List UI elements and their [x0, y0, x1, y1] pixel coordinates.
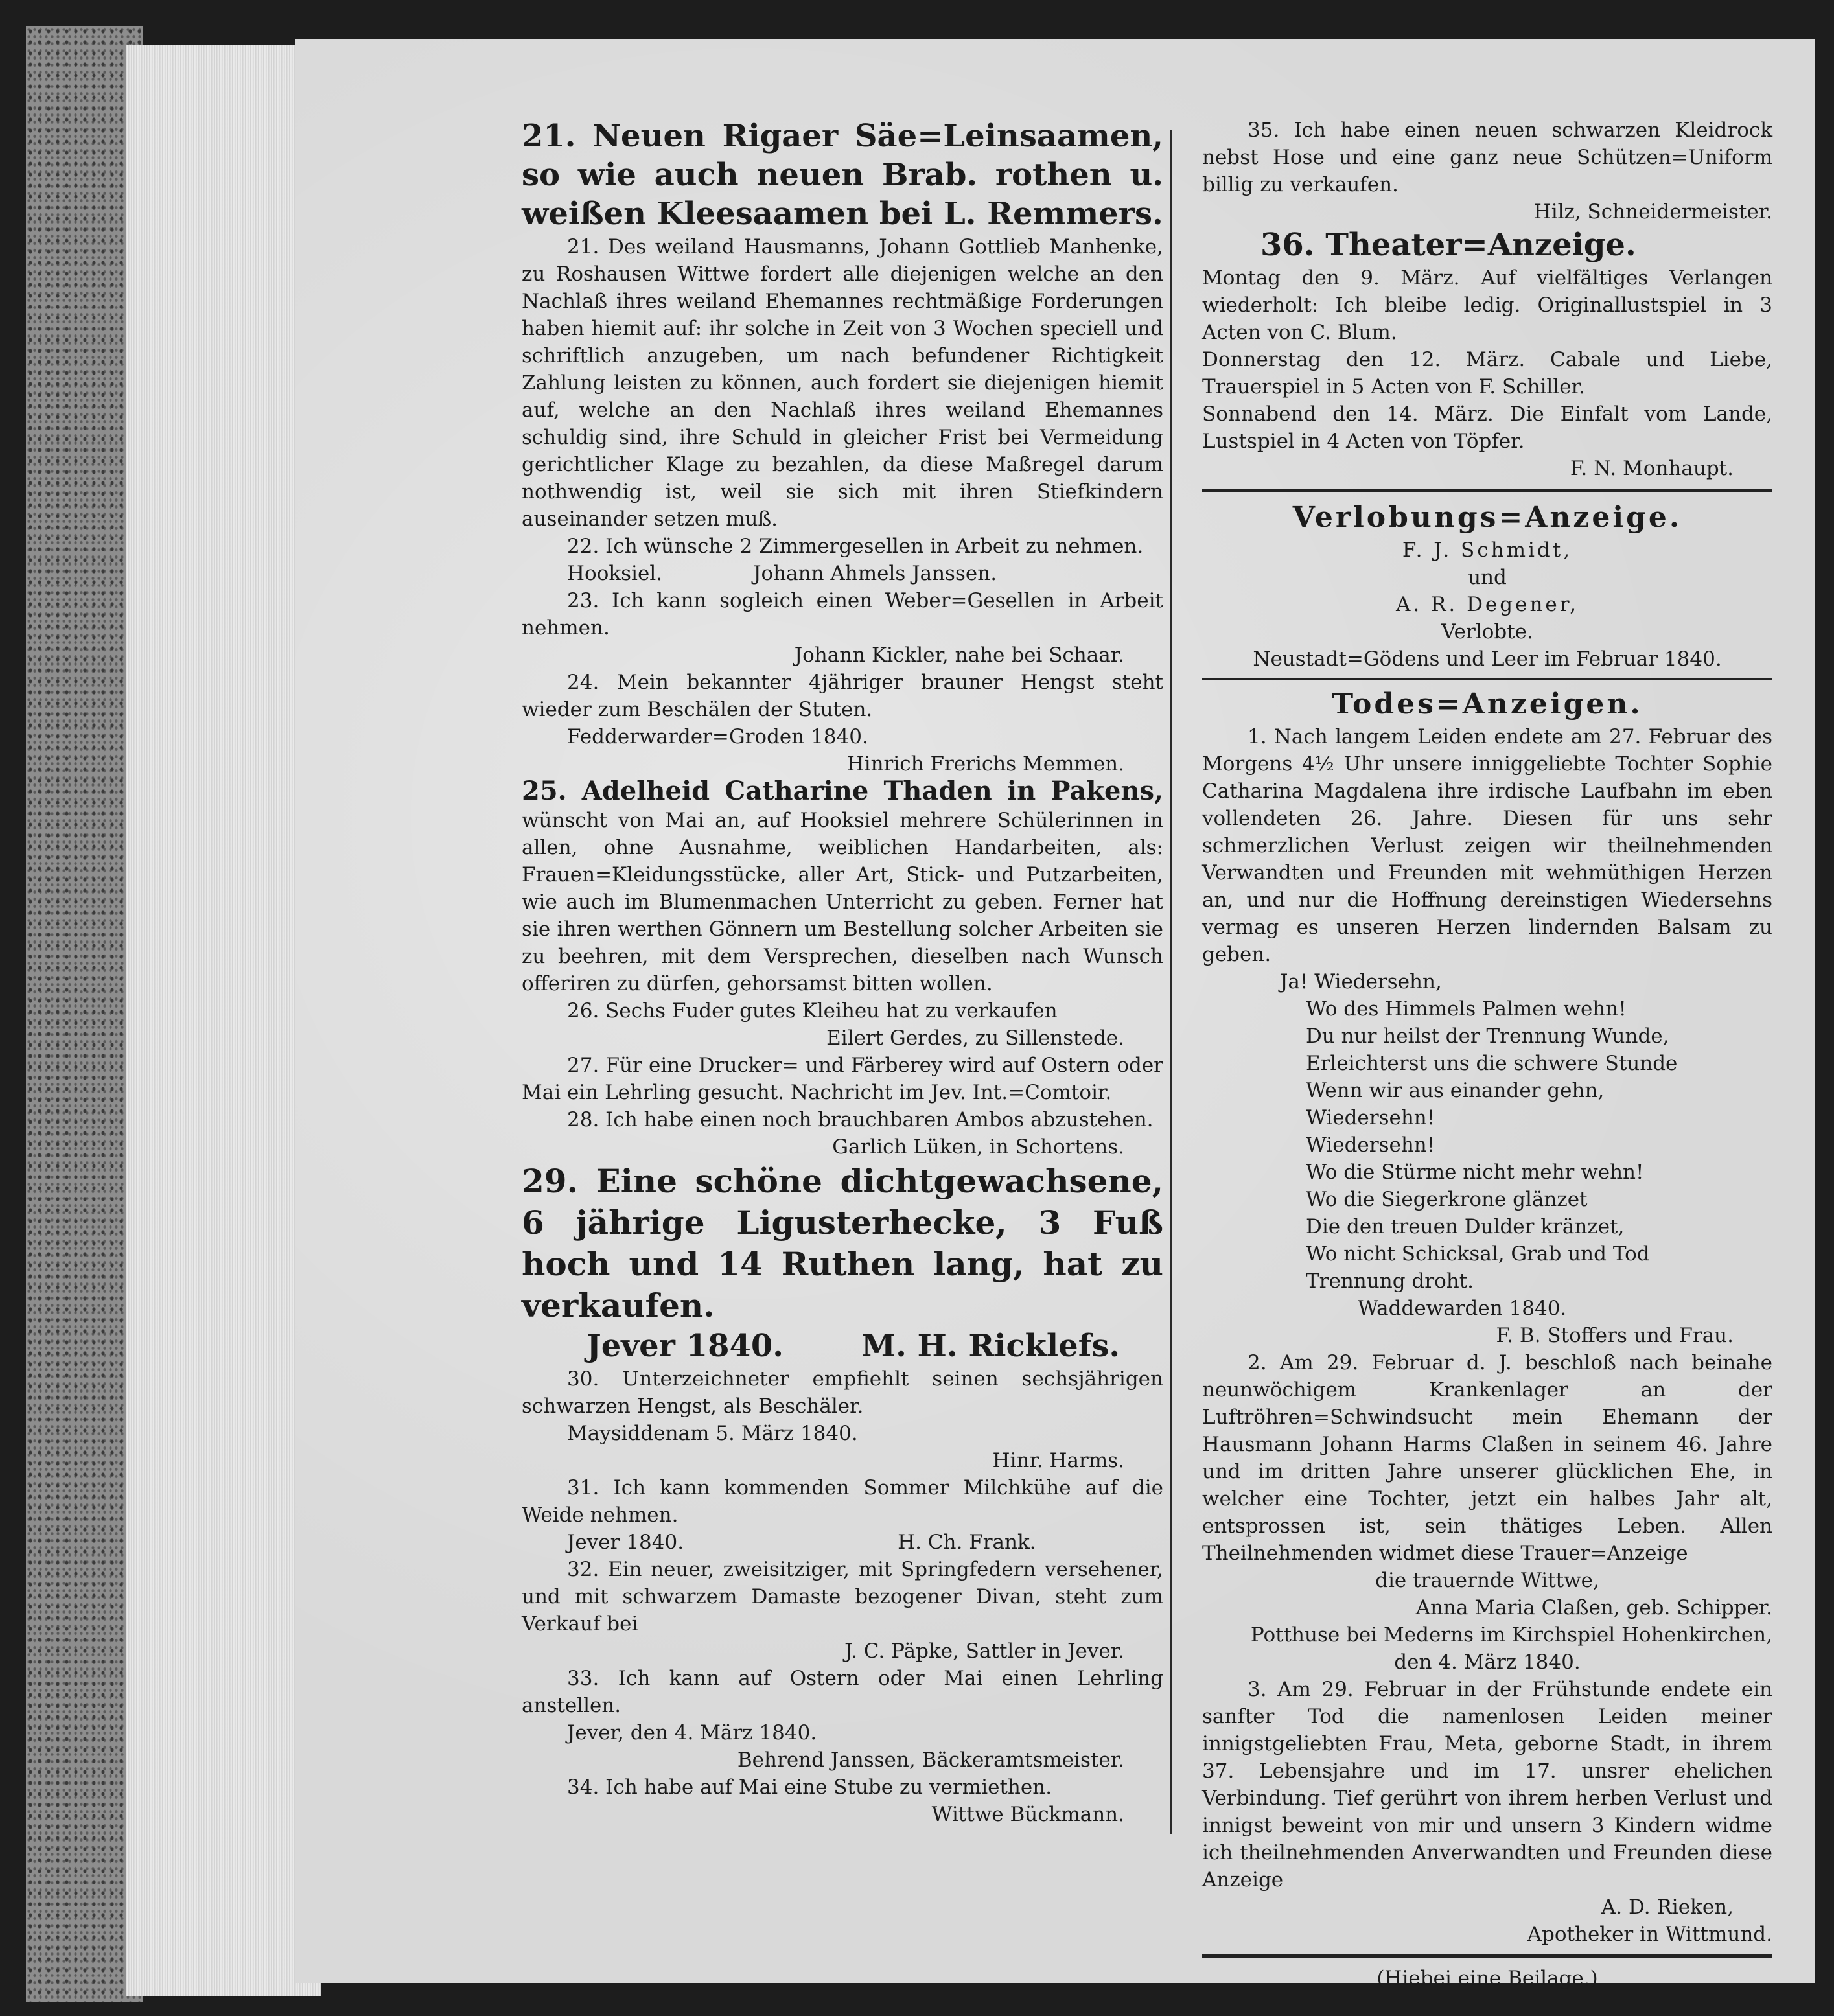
ad-22-signature: Hooksiel. Johann Ahmels Janssen.: [567, 562, 997, 585]
ad-22: 22. Ich wünsche 2 Zimmergesellen in Arbeit zu nehmen.: [567, 535, 1144, 558]
engagement-und: und: [1468, 566, 1507, 589]
ad-24-place: Fedderwarder=Groden 1840.: [567, 725, 868, 748]
poem-line: Wenn wir aus einander gehn,: [1306, 1079, 1605, 1102]
ad-32: 32. Ein neuer, zweisitziger, mit Springfedern versehener, und mit schwarzem Damaste bezogener Divan, steht zum Verkauf bei: [522, 1558, 1163, 1636]
death-notice-1: 1. Nach langem Leiden endete am 27. Februar des Morgens 4½ Uhr unsere inniggeliebte Tochter Sophie Catharina Magdalena ihre irdische Laufbahn im eben vollendeten 26. Jahre. Diesen für uns sehr schmerzlichen Verlust zeigen wir theilnehmenden Verwandten und Freunden mit wehmüthigen Herzen an, und nur die Hoffnung dereinstigen Wiedersehns vermag es unseren Herzen lindernden Balsam zu geben.: [1202, 725, 1772, 966]
poem: [1306, 995, 1772, 1295]
poem-line: Wo des Himmels Palmen wehn!: [1306, 997, 1627, 1021]
ad-21b: 21. Des weiland Hausmanns, Johann Gottlieb Manhenke, zu Roshausen Wittwe fordert alle diejenigen welche an den Nachlaß ihres weiland Ehemannes rechtmäßige Forderungen haben hiemit auf: ihr solche in Zeit von 3 Wochen speciell und schriftlich anzugeben, um nach befundener Richtigkeit Zahlung leisten zu können, auch fordert sie diejenigen hiemit auf, welche an den Nachlaß ihres weiland Ehemannes schuldig sind, ihre Schuld in gleicher Frist bei Vermeidung gerichtlicher Klage zu bezahlen, da diese Maßregel darum nothwendig ist, weil sie sich mit ihren Stiefkindern auseinander setzen muß.: [522, 235, 1163, 531]
ad-24: 24. Mein bekannter 4jähriger brauner Hengst steht wieder zum Beschälen der Stuten.: [522, 671, 1163, 721]
ad-30-place: Maysiddenam 5. März 1840.: [567, 1422, 858, 1445]
engagement-name-1: F. J. Schmidt,: [1402, 539, 1573, 562]
ad-33-place: Jever, den 4. März 1840.: [567, 1721, 817, 1744]
death-notice-1-place: Waddewarden 1840.: [1358, 1297, 1567, 1320]
poem-line: Trennung droht.: [1306, 1269, 1474, 1293]
death-notice-3-sig-1: A. D. Rieken,: [1601, 1895, 1734, 1919]
ad-33: 33. Ich kann auf Ostern oder Mai einen Lehrling anstellen.: [522, 1667, 1163, 1717]
ad-28-signature: Garlich Lüken, in Schortens.: [832, 1135, 1124, 1159]
column-divider: [1170, 130, 1172, 1834]
theater-line-2: Donnerstag den 12. März. Cabale und Liebe, Trauerspiel in 5 Acten von F. Schiller.: [1202, 348, 1772, 399]
section-rule: [1202, 489, 1772, 492]
death-notice-2-sig-2: Anna Maria Claßen, geb. Schipper.: [1415, 1596, 1772, 1619]
right-column: [1202, 117, 1772, 1992]
ad-29-signature: Jever 1840. M. H. Ricklefs.: [586, 1328, 1120, 1364]
poem-line: Du nur heilst der Trennung Wunde,: [1306, 1025, 1669, 1048]
section-rule: [1202, 1954, 1772, 1958]
book-cover-edge: [26, 26, 143, 2002]
ad-35: 35. Ich habe einen neuen schwarzen Kleidrock nebst Hose und eine ganz neue Schützen=Uniform billig zu verkaufen.: [1202, 119, 1772, 196]
theater-heading: 36. Theater=Anzeige.: [1260, 227, 1636, 263]
supplement-note: (Hiebei eine Beilage.): [1376, 1967, 1598, 1990]
engagement-status: Verlobte.: [1441, 620, 1533, 643]
ad-30: 30. Unterzeichneter empfiehlt seinen sechsjährigen schwarzen Hengst, als Beschäler.: [522, 1367, 1163, 1418]
poem-line: Die den treuen Dulder kränzet,: [1306, 1215, 1625, 1238]
poem-line: Erleichterst uns die schwere Stunde: [1306, 1052, 1678, 1075]
ad-29: 29. Eine schöne dichtgewachsene, 6 jährige Ligusterhecke, 3 Fuß hoch und 14 Ruthen lang, hat zu verkaufen.: [522, 1162, 1163, 1325]
ad-23-signature: Johann Kickler, nahe bei Schaar.: [794, 643, 1124, 667]
death-notice-2: 2. Am 29. Februar d. J. beschloß nach beinahe neunwöchigem Krankenlager an der Luftröhren=Schwindsucht mein Ehemann der Hausmann Johann Harms Claßen in seinem 46. Jahre und im dritten Jahre unserer glücklichen Ehe, in welcher eine Tochter, jetzt ein halbes Jahr alt, entsprossen ist, sein thätiges Leben. Allen Theilnehmenden widmet diese Trauer=Anzeige: [1202, 1351, 1772, 1565]
poem-line: Wiedersehn!: [1306, 1106, 1435, 1130]
poem-intro: Ja! Wiedersehn,: [1280, 970, 1442, 993]
theater-line-1: Montag den 9. März. Auf vielfältiges Verlangen wiederholt: Ich bleibe ledig. Originallustspiel in 3 Acten von C. Blum.: [1202, 266, 1772, 344]
ad-21-heading: 21. Neuen Rigaer Säe=Leinsaamen, so wie auch neuen Brab. rothen u. weißen Kleesaamen bei L. Remmers.: [522, 118, 1163, 232]
poem-line: Wo nicht Schicksal, Grab und Tod: [1306, 1242, 1650, 1266]
poem-line: Wo die Stürme nicht mehr wehn!: [1306, 1161, 1644, 1184]
death-notice-2-sig-3: Potthuse bei Mederns im Kirchspiel Hohenkirchen,: [1250, 1623, 1772, 1647]
ad-26: 26. Sechs Fuder gutes Kleiheu hat zu verkaufen: [567, 999, 1058, 1023]
ad-32-signature: J. C. Päpke, Sattler in Jever.: [844, 1639, 1124, 1663]
engagement-heading: Verlobungs=Anzeige.: [1292, 501, 1682, 534]
engagement-name-2: A. R. Degener,: [1395, 593, 1579, 616]
ad-27: 27. Für eine Drucker= und Färberey wird auf Ostern oder Mai ein Lehrling gesucht. Nachricht im Jev. Int.=Comtoir.: [522, 1054, 1163, 1104]
death-notice-3: 3. Am 29. Februar in der Frühstunde endete ein sanfter Tod die namenlosen Leiden meiner innigstgeliebten Frau, Meta, geborne Stadt, in ihrem 37. Lebensjahre und im 17. unsrer ehelichen Verbindung. Tief gerührt von ihrem herben Verlust und innigst beweint von mir und unsern 3 Kindern widme ich theilnehmenden Anverwandten und Freunden diese Anzeige: [1202, 1678, 1772, 1892]
ad-24-signature: Hinrich Frerichs Memmen.: [846, 752, 1124, 776]
ad-31: 31. Ich kann kommenden Sommer Milchkühe auf die Weide nehmen.: [522, 1476, 1163, 1527]
page-stack-edges: [126, 45, 321, 1996]
ad-31-signature: Jever 1840. H. Ch. Frank.: [567, 1531, 1036, 1554]
ad-28: 28. Ich habe einen noch brauchbaren Ambos abzustehen.: [567, 1108, 1154, 1131]
death-notice-1-signature: F. B. Stoffers und Frau.: [1496, 1324, 1734, 1347]
death-notice-2-sig-1: die trauernde Wittwe,: [1375, 1569, 1599, 1592]
ad-35-signature: Hilz, Schneidermeister.: [1533, 200, 1772, 224]
death-notice-2-sig-4: den 4. März 1840.: [1394, 1651, 1581, 1674]
poem-line: Wiedersehn!: [1306, 1133, 1435, 1157]
death-notice-3-sig-2: Apotheker in Wittmund.: [1527, 1923, 1772, 1946]
ad-34: 34. Ich habe auf Mai eine Stube zu vermiethen.: [567, 1776, 1052, 1799]
poem-line: Wo die Siegerkrone glänzet: [1306, 1188, 1588, 1211]
theater-signature: F. N. Monhaupt.: [1570, 457, 1734, 480]
ad-30-signature: Hinr. Harms.: [992, 1449, 1124, 1472]
death-notices-heading: Todes=Anzeigen.: [1332, 688, 1643, 721]
section-rule: [1202, 678, 1772, 680]
theater-line-3: Sonnabend den 14. März. Die Einfalt vom Lande, Lustspiel in 4 Acten von Töpfer.: [1202, 402, 1772, 453]
ad-23: 23. Ich kann sogleich einen Weber=Gesellen in Arbeit nehmen.: [522, 589, 1163, 640]
engagement-place: Neustadt=Gödens und Leer im Februar 1840.: [1253, 647, 1722, 671]
ad-26-signature: Eilert Gerdes, zu Sillenstede.: [826, 1026, 1124, 1050]
left-column: [522, 117, 1163, 1828]
ad-34-signature: Wittwe Bückmann.: [931, 1803, 1124, 1826]
ad-25: 25. Adelheid Catharine Thaden in Pakens, wünscht von Mai an, auf Hooksiel mehrere Schülerinnen in allen, ohne Ausnahme, weiblichen Handarbeiten, als: Frauen=Kleidungsstücke, aller Art, Stick- und Putzarbeiten, wie auch im Blumenmachen Unterricht zu geben. Ferner hat sie ihren werthen Gönnern um Bestellung solcher Arbeiten sie zu beehren, mit dem Versprechen, dieselben nach Wunsch offeriren zu dürfen, gehorsamst bitten wollen.: [522, 776, 1163, 995]
ad-33-signature: Behrend Janssen, Bäckeramtsmeister.: [737, 1748, 1124, 1772]
